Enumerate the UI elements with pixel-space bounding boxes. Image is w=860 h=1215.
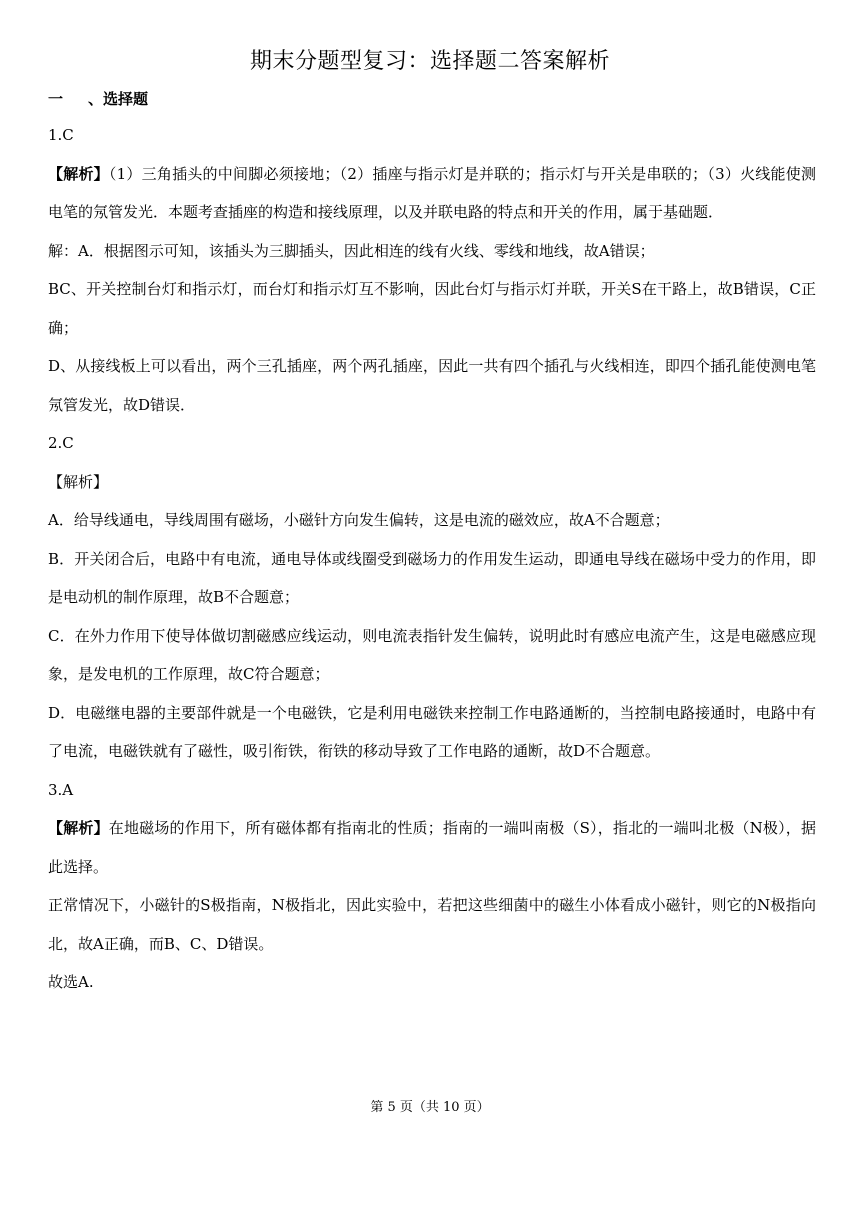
q2-option-b: B．开关闭合后，电路中有电流，通电导体或线圈受到磁场力的作用发生运动，即通电导线在磁场中受力的作用，即是电动机的制作原理，故B不合题意； [48,549,816,606]
q3-analysis [48,809,816,886]
analysis-label: 【解析】 [48,819,109,837]
q3-answer: 3.A [48,780,74,799]
q2-option-a: A．给导线通电，导线周围有磁场，小磁针方向发生偏转，这是电流的磁效应，故A不合题意； [48,511,670,529]
q2-analysis-label: 【解析】 [48,472,109,491]
q3-detail: 正常情况下，小磁针的S极指南，N极指北，因此实验中，若把这些细菌中的磁生小体看成小磁针，则它的N极指向北，故A正确，而B、C、D错误。 [48,896,816,953]
analysis-label: 【解析】 [48,164,109,183]
q1-option-a: 解：A．根据图示可知，该插头为三脚插头，因此相连的线有火线、零线和地线，故A错误； [48,241,655,260]
q3-conclusion: 故选A. [48,973,94,991]
page-footer: 第 5 页（共 10 页） [370,1100,490,1115]
section-number: 一 [48,90,64,108]
page-title: 期末分题型复习：选择题二答案解析 [249,49,610,74]
analysis-text: 在地磁场的作用下，所有磁体都有指南北的性质；指南的一端叫南极（S），指北的一端叫北极（N极），据此选择。 [48,819,816,876]
q1-option-d: D、从接线板上可以看出，两个三孔插座，两个两孔插座，因此一共有四个插孔与火线相连，即四个插孔能使测电笔氖管发光，故D错误． [48,357,816,414]
q2-option-c: C．在外力作用下使导体做切割磁感应线运动，则电流表指针发生偏转，说明此时有感应电流产生，这是电磁感应现象，是发电机的工作原理，故C符合题意； [48,626,816,683]
analysis-text: （1）三角插头的中间脚必须接地；（2）插座与指示灯是并联的；指示灯与开关是串联的；（3）火线能使测电笔的氖管发光．本题考查插座的构造和接线原理，以及并联电路的特点和开关的作用，属于基础题． [48,164,816,221]
section-heading [48,88,148,109]
q1-analysis [48,155,816,232]
q1-answer: 1.C [48,126,74,144]
q2-option-d: D．电磁继电器的主要部件就是一个电磁铁，它是利用电磁铁来控制工作电路通断的，当控制电路接通时，电路中有了电流，电磁铁就有了磁性，吸引衔铁，衔铁的移动导致了工作电路的通断，故D不合题意。 [48,703,816,760]
section-label: 、选择题 [88,90,149,108]
answer-content [48,116,816,1002]
q2-answer: 2.C [48,434,74,452]
q1-option-bc: BC、开关控制台灯和指示灯，而台灯和指示灯互不影响，因此台灯与指示灯并联，开关S在干路上，故B错误，C正确； [48,280,816,337]
